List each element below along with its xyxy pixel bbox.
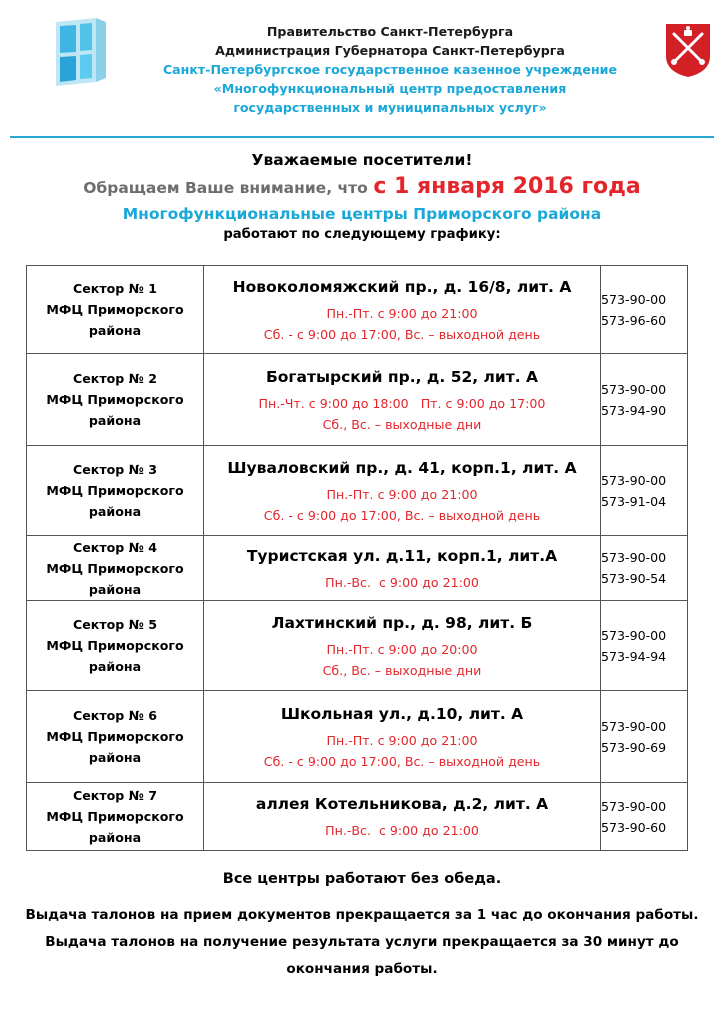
sector-mfc: МФЦ Приморского [46, 302, 184, 317]
phones-cell [601, 783, 688, 851]
sector-district: района [88, 504, 142, 519]
effective-date: с 1 января 2016 года [373, 174, 641, 199]
sector-address: Шуваловский пр., д. 41, корп.1, лит. А [227, 458, 577, 477]
sector-address: Богатырский пр., д. 52, лит. А [265, 367, 539, 386]
sector-district: района [88, 750, 142, 765]
sector-cell [27, 446, 204, 536]
table-row [27, 446, 688, 536]
phones-cell [601, 446, 688, 536]
greeting: Уважаемые посетители! [251, 151, 473, 169]
phone-number: 573-94-90 [601, 402, 667, 418]
sector-cell [27, 601, 204, 691]
table-row [27, 354, 688, 446]
schedule-note: работают по следующему графику: [223, 227, 501, 242]
phones-cell [601, 354, 688, 446]
address-cell [204, 446, 601, 536]
sector-mfc: МФЦ Приморского [46, 392, 184, 407]
sector-address: Туристская ул. д.11, корп.1, лит.А [246, 546, 558, 565]
sector-cell [27, 354, 204, 446]
address-cell [204, 536, 601, 601]
sector-hours: Пн.-Пт. с 9:00 до 21:00 [326, 305, 478, 321]
sector-address: Новоколомяжский пр., д. 16/8, лит. А [232, 277, 572, 296]
sector-mfc: МФЦ Приморского [46, 638, 184, 653]
phone-number: 573-96-60 [601, 312, 667, 328]
sector-address: Лахтинский пр., д. 98, лит. Б [271, 613, 533, 632]
phone-number: 573-94-94 [601, 648, 667, 664]
phone-number: 573-91-04 [601, 493, 667, 509]
phone-number: 573-90-00 [601, 472, 667, 488]
table-row [27, 783, 688, 851]
sector-hours: Пн.-Пт. с 9:00 до 21:00 [326, 732, 478, 748]
sector-hours: Сб., Вс. – выходные дни [322, 662, 482, 678]
window-logo-icon [52, 16, 110, 90]
sector-number: Сектор № 6 [73, 708, 157, 723]
address-cell [204, 354, 601, 446]
sector-hours: Пн.-Пт. с 9:00 до 21:00 [326, 486, 478, 502]
schedule-table [26, 265, 688, 851]
table-row [27, 536, 688, 601]
phone-number: 573-90-00 [601, 718, 667, 734]
intro-block [0, 148, 724, 245]
ticket-note-documents: Выдача талонов на прием документов прекращается за 1 час до окончания работы. [25, 907, 699, 923]
sector-hours: Сб. - с 9:00 до 17:00, Вс. – выходной день [263, 753, 541, 769]
phone-number: 573-90-60 [601, 819, 667, 835]
phone-number: 573-90-00 [601, 381, 667, 397]
sector-mfc: МФЦ Приморского [46, 483, 184, 498]
sector-cell [27, 783, 204, 851]
address-cell [204, 691, 601, 783]
address-cell [204, 266, 601, 354]
spb-coat-of-arms-icon [664, 22, 712, 78]
table-row [27, 266, 688, 354]
sector-hours: Пн.-Чт. с 9:00 до 18:00 Пт. с 9:00 до 17:00 [258, 395, 546, 411]
sector-hours: Пн.-Пт. с 9:00 до 20:00 [326, 641, 478, 657]
phone-number: 573-90-00 [601, 627, 667, 643]
sector-number: Сектор № 3 [73, 462, 157, 477]
footer-block [0, 866, 724, 983]
phone-number: 573-90-69 [601, 739, 667, 755]
sector-district: района [88, 413, 142, 428]
sector-cell [27, 691, 204, 783]
no-lunch-note: Все центры работают без обеда. [222, 871, 502, 887]
phone-number: 573-90-00 [601, 550, 667, 565]
sector-district: района [88, 830, 142, 845]
phone-number: 573-90-00 [601, 798, 667, 814]
sector-number: Сектор № 2 [73, 371, 157, 386]
sector-district: района [88, 323, 142, 338]
table-row [27, 601, 688, 691]
header-administration: Администрация Губернатора Санкт-Петербурга [215, 43, 565, 58]
address-cell [204, 601, 601, 691]
sector-mfc: МФЦ Приморского [46, 729, 184, 744]
address-cell [204, 783, 601, 851]
phone-number: 573-90-54 [601, 571, 667, 586]
phones-cell [601, 536, 688, 601]
header-mfc-name-line2: государственных и муниципальных услуг» [233, 100, 547, 115]
sector-number: Сектор № 1 [73, 281, 157, 296]
sector-number: Сектор № 5 [73, 617, 157, 632]
header-block [120, 22, 660, 117]
ticket-note-results: Выдача талонов на получение результата услуги прекращается за 30 минут до окончания работы. [45, 934, 679, 977]
phones-cell [601, 266, 688, 354]
sector-number: Сектор № 4 [73, 539, 157, 555]
sector-hours: Сб. - с 9:00 до 17:00, Вс. – выходной день [263, 326, 541, 342]
sector-cell [27, 266, 204, 354]
attention-line [0, 172, 724, 203]
sector-cell [27, 536, 204, 601]
sector-hours: Пн.-Вс. с 9:00 до 21:00 [325, 574, 479, 590]
phone-number: 573-90-00 [601, 291, 667, 307]
sector-hours: Пн.-Вс. с 9:00 до 21:00 [325, 823, 479, 838]
sector-district: района [88, 581, 142, 597]
header-mfc-name-line1: «Многофункциональный центр предоставления [213, 81, 567, 96]
sector-mfc: МФЦ Приморского [46, 560, 184, 576]
sector-mfc: МФЦ Приморского [46, 809, 184, 824]
table-row [27, 691, 688, 783]
centers-title: Многофункциональные центры Приморского района [122, 205, 602, 223]
sector-address: аллея Котельникова, д.2, лит. А [255, 795, 549, 813]
sector-hours: Сб., Вс. – выходные дни [322, 416, 482, 432]
sector-address: Школьная ул., д.10, лит. А [280, 704, 524, 723]
phones-cell [601, 601, 688, 691]
phones-cell [601, 691, 688, 783]
sector-number: Сектор № 7 [73, 788, 157, 803]
sector-hours: Сб. - с 9:00 до 17:00, Вс. – выходной день [263, 507, 541, 523]
header-divider [10, 136, 714, 138]
sector-district: района [88, 659, 142, 674]
header-institution: Санкт-Петербургское государственное казенное учреждение [162, 62, 618, 77]
attention-text: Обращаем Ваше внимание, что [83, 179, 368, 197]
header-government: Правительство Санкт-Петербурга [266, 24, 514, 39]
